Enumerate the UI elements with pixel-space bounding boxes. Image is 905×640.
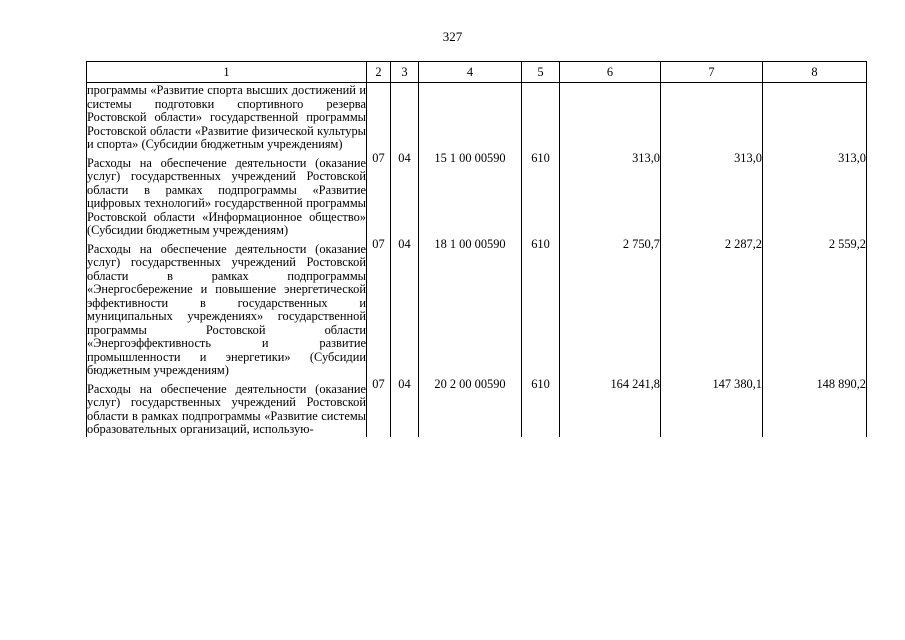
row-value-3: 2 559,2	[763, 238, 867, 378]
column-header-7: 7	[661, 62, 763, 83]
row-value-1: 313,0	[560, 152, 661, 238]
row-target-article: 18 1 00 00590	[419, 238, 522, 378]
budget-table	[86, 61, 867, 437]
column-header-1: 1	[87, 62, 367, 83]
row-description: Расходы на обеспечение деятельности (оказание услуг) государственных учреждений Ростовской области в рамках подпрограммы «Энергосбережение и повышение энергетической эффективности в государственных и муниципальных учреждениях» государственной программы Ростовской области «Энергоэффективность и развитие промышленности и энергетики» (Субсидии бюджетным учреждениям)	[87, 238, 367, 378]
row-value-3: 148 890,2	[763, 378, 867, 437]
row-value-3: 313,0	[763, 152, 867, 238]
row-value-2: 147 380,1	[661, 378, 763, 437]
row-value-2: 2 287,2	[661, 238, 763, 378]
column-header-4: 4	[419, 62, 522, 83]
row-target-article: 15 1 00 00590	[419, 152, 522, 238]
row-subsection	[391, 83, 419, 152]
row-expense-type: 610	[522, 238, 560, 378]
row-expense-type: 610	[522, 152, 560, 238]
table-row	[87, 238, 867, 378]
row-target-article: 20 2 00 00590	[419, 378, 522, 437]
row-subsection: 04	[391, 238, 419, 378]
row-description: Расходы на обеспечение деятельности (оказание услуг) государственных учреждений Ростовской области в рамках подпрограммы «Развитие цифровых технологий» государственной программы Ростовской области «Информационное общество» (Субсидии бюджетным учреждениям)	[87, 152, 367, 238]
row-value-1	[560, 83, 661, 152]
column-header-8: 8	[763, 62, 867, 83]
row-section: 07	[367, 238, 391, 378]
table-row	[87, 378, 867, 437]
table-row	[87, 83, 867, 152]
column-header-6: 6	[560, 62, 661, 83]
row-subsection: 04	[391, 378, 419, 437]
row-target-article	[419, 83, 522, 152]
row-section	[367, 83, 391, 152]
row-description: программы «Развитие спорта высших достижений и системы подготовки спортивного резерва Ростовской области» государственной программы Ростовской области «Развитие физической культуры и спорта» (Субсидии бюджетным учреждениям)	[87, 83, 366, 151]
column-header-3: 3	[391, 62, 419, 83]
row-description: Расходы на обеспечение деятельности (оказание услуг) государственных учреждений Ростовской области в рамках подпрограммы «Развитие системы образовательных организаций, использую-	[87, 378, 367, 437]
table-row	[87, 152, 867, 238]
header-row	[87, 62, 867, 83]
row-value-2: 313,0	[661, 152, 763, 238]
column-header-2: 2	[367, 62, 391, 83]
row-value-1: 2 750,7	[560, 238, 661, 378]
row-section: 07	[367, 152, 391, 238]
row-value-2	[661, 83, 763, 152]
page-number: 327	[442, 29, 463, 44]
row-subsection: 04	[391, 152, 419, 238]
column-header-5: 5	[522, 62, 560, 83]
row-section: 07	[367, 378, 391, 437]
row-value-3	[763, 83, 867, 152]
row-expense-type	[522, 83, 560, 152]
row-expense-type: 610	[522, 378, 560, 437]
row-value-1: 164 241,8	[560, 378, 661, 437]
